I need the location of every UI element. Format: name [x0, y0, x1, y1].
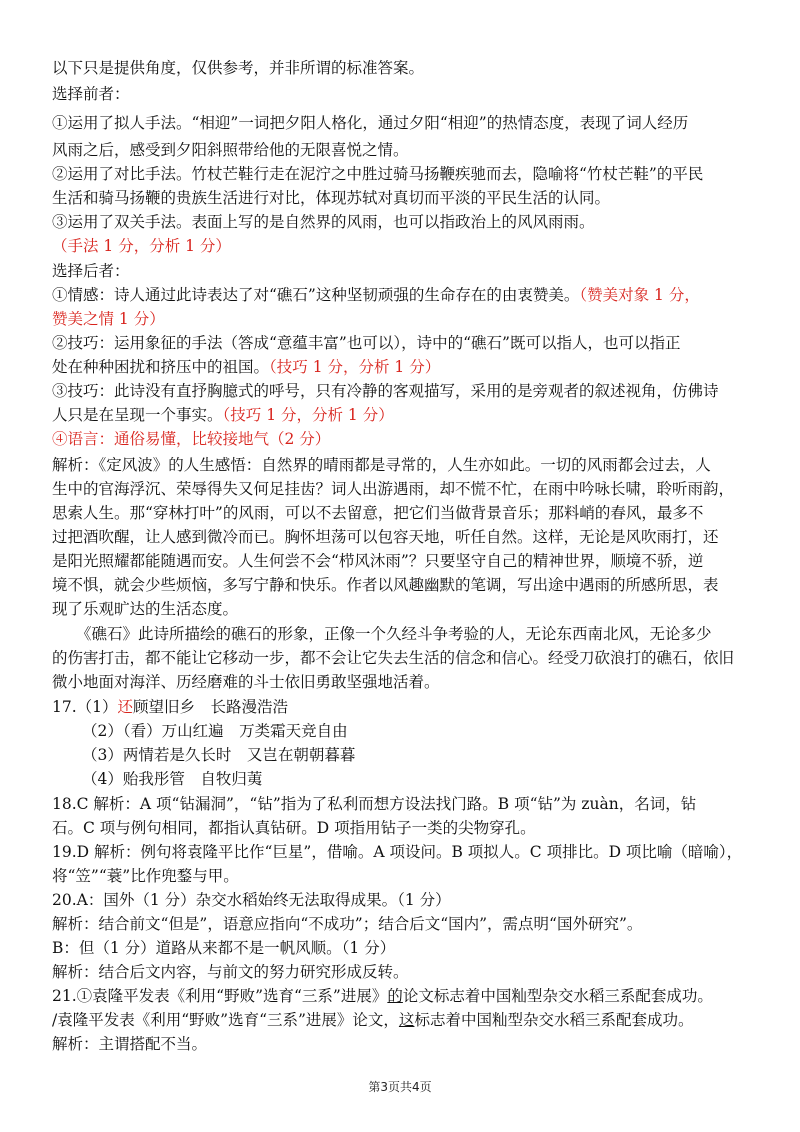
analysis-line: 思索人生。那“穿林打叶”的风雨，可以不去留意，把它们当做背景音乐；那料峭的春风，最多不 — [52, 504, 704, 522]
analysis-line: 现了乐观旷达的生活态度。 — [52, 600, 239, 618]
text-segment: 人只是在呈现一个事实。 — [52, 406, 223, 424]
text-line: ②技巧：运用象征的手法（答成“意蕴丰富”也可以），诗中的“礁石”既可以指人，也可以指正 — [52, 334, 681, 352]
text-segment: 顾望旧乡 长路漫浩浩 — [133, 698, 289, 716]
analysis-line: 《礁石》此诗所描绘的礁石的形象，正像一个久经斗争考验的人，无论东西南北风，无论多少 — [76, 625, 712, 643]
analysis-line: 的伤害打击，都不能让它移动一步，都不会让它失去生活的信念和信心。经受刀砍浪打的礁石，依旧 — [52, 649, 735, 667]
q17-answer-2: （2）（看）万山红遍 万类霜天竞自由 — [82, 722, 348, 740]
option-b-heading: 选择后者： — [52, 262, 130, 280]
text-line — [52, 285, 700, 305]
score-note: （手法 1 分，分析 1 分） — [52, 237, 231, 255]
underlined-char: 这 — [398, 1011, 415, 1029]
q20-analysis-a: 解析：结合前文“但是”，语意应指向“不成功”；结合后文“国内”，需点明“国外研究”。 — [52, 915, 643, 933]
highlighted-char: 还 — [117, 698, 134, 716]
text-line: ②运用了对比手法。竹杖芒鞋行走在泥泞之中胜过骑马扬鞭疾驰而去，隐喻将“竹杖芒鞋”的平民 — [52, 165, 704, 183]
q17-answer-1 — [52, 697, 288, 717]
text-line — [52, 405, 394, 425]
q20-analysis-b: 解析：结合后文内容，与前文的努力研究形成反转。 — [52, 963, 409, 981]
score-note: 赞美之情 1 分） — [52, 310, 165, 328]
text-line: ①运用了拟人手法。“相迎”一词把夕阳人格化，通过夕阳“相迎”的热情态度，表现了词人经历 — [52, 114, 689, 132]
text-line: 风雨之后，感受到夕阳斜照带给他的无限喜悦之情。 — [52, 141, 409, 159]
analysis-line: 生中的官海浮沉、荣辱得失又何足挂齿？词人出游遇雨，却不慌不忙，在雨中吟咏长啸，聆听雨韵， — [52, 480, 735, 498]
analysis-line: 微小地面对海洋、历经磨难的斗士依旧勇敢坚强地活着。 — [52, 673, 440, 691]
q21-answer-alt — [52, 1010, 693, 1030]
q18-answer-cont: 石。C 项与例句相同，都指认真钻研。D 项指用钻子一类的尖物穿孔。 — [52, 819, 536, 837]
text-segment: 17.（1） — [52, 698, 118, 716]
q17-answer-3: （3）两情若是久长时 又岂在朝朝暮暮 — [82, 746, 356, 764]
analysis-line: 解析：《定风波》的人生感悟：自然界的晴雨都是寻常的，人生亦如此。一切的风雨都会过去，人 — [52, 456, 711, 474]
text-line: ③技巧：此诗没有直抒胸臆式的呼号，只有冷静的客观描写，采用的是旁观者的叙述视角，仿佛诗 — [52, 382, 719, 400]
q19-answer: 19.D 解析：例句将袁隆平比作“巨星”，借喻。A 项设问。B 项拟人。C 项排比。D 项比喻（暗喻）， — [52, 843, 743, 861]
score-note: （赞美对象 1 分， — [579, 286, 700, 304]
text-segment: /袁隆平发表《利用“野败”选育“三系”进展》论文， — [52, 1011, 399, 1029]
q21-answer — [52, 986, 713, 1006]
q20-answer-a: 20.A：国外（1 分）杂交水稻始终无法取得成果。（1 分） — [52, 891, 451, 909]
text-segment: ①情感：诗人通过此诗表达了对“礁石”这种坚韧顽强的生命存在的由衷赞美。 — [52, 286, 580, 304]
option-a-heading: 选择前者： — [52, 85, 130, 103]
q17-answer-4: （4）贻我彤管 自牧归荑 — [82, 770, 263, 788]
q20-answer-b: B：但（1 分）道路从来都不是一帆风顺。（1 分） — [52, 939, 396, 957]
underlined-char: 的 — [387, 987, 403, 1005]
page-number-footer: 第3页共4页 — [368, 1080, 432, 1094]
text-segment: 论文标志着中国籼型杂交水稻三系配套成功。 — [402, 987, 713, 1005]
text-line: 生活和骑马扬鞭的贵族生活进行对比，体现苏轼对真切而平淡的平民生活的认同。 — [52, 189, 611, 207]
text-segment: 处在种种困扰和挤压中的祖国。 — [52, 358, 270, 376]
analysis-line: 是阳光照耀都能随遇而安。人生何尝不会“栉风沐雨”？只要坚守自己的精神世界，顺境不骄，逆 — [52, 552, 704, 570]
text-segment: 标志着中国籼型杂交水稻三系配套成功。 — [414, 1011, 694, 1029]
q19-answer-cont: 将“笠”“蓑”比作兜鍪与甲。 — [52, 867, 239, 885]
score-note: （技巧 1 分，分析 1 分） — [269, 358, 441, 376]
text-segment: 21.①袁隆平发表《利用“野败”选育“三系”进展》 — [52, 987, 388, 1005]
q18-answer: 18.C 解析：A 项“钻漏洞”，“钻”指为了私利而想方设法找门路。B 项“钻”为 zuàn，名词，钻 — [52, 795, 697, 813]
language-point: ④语言：通俗易懂，比较接地气（2 分） — [52, 430, 331, 448]
score-note: （技巧 1 分，分析 1 分） — [222, 406, 394, 424]
text-line: ③运用了双关手法。表面上写的是自然界的风雨，也可以指政治上的风风雨雨。 — [52, 213, 595, 231]
q21-analysis: 解析：主谓搭配不当。 — [52, 1035, 208, 1053]
analysis-line: 境不惧，就会少些烦恼，多写宁静和快乐。作者以风趣幽默的笔调，写出途中遇雨的所感所思，表 — [52, 576, 719, 594]
text-line — [52, 357, 440, 377]
intro-line: 以下只是提供角度，仅供参考，并非所谓的标准答案。 — [52, 59, 425, 77]
analysis-line: 过把酒吹醒，让人感到微冷而已。胸怀坦荡可以包容天地，听任自然。这样，无论是风吹雨打，还 — [52, 528, 719, 546]
